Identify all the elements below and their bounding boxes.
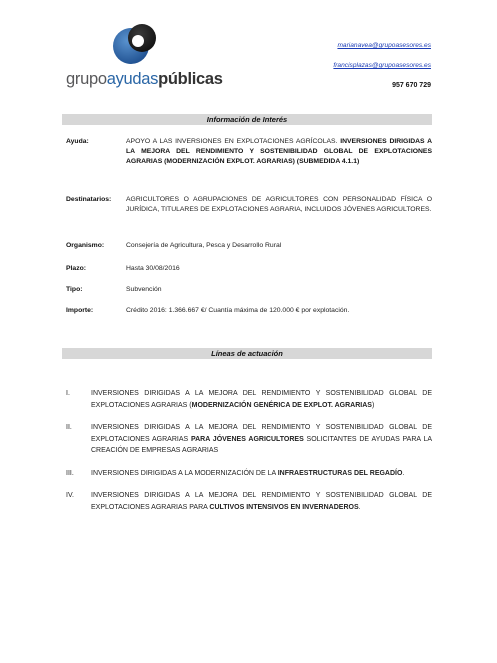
phone-number: 957 670 729 bbox=[392, 82, 431, 89]
lines-of-action bbox=[62, 388, 432, 524]
line-text-bold: INFRAESTRUCTURAS DEL REGADÍO bbox=[277, 469, 403, 477]
email-link-2[interactable]: francisplazas@grupoasesores.es bbox=[333, 62, 431, 69]
line-text: SOLICITANTES DE AYUDAS PARA LA CREACIÓN DE EMPRESAS AGRARIAS bbox=[91, 435, 433, 454]
line-text: . bbox=[402, 469, 405, 477]
contact-block bbox=[333, 41, 431, 91]
line-text: INVERSIONES DIRIGIDAS A LA MEJORA DEL RENDIMIENTO Y SOSTENIBILIDAD GLOBAL DE EXPLOTACIONES AGRARIAS PARA bbox=[91, 492, 432, 511]
section-header-lines: Líneas de actuación bbox=[62, 348, 432, 359]
line-text: . bbox=[358, 503, 361, 511]
logo-mark-icon bbox=[110, 20, 160, 70]
logo-wordmark: grupoayudaspúblicas bbox=[66, 70, 223, 88]
line-text: INVERSIONES DIRIGIDAS A LA MEJORA DEL RENDIMIENTO Y SOSTENIBILIDAD GLOBAL DE EXPLOTACIONES AGRARIAS ( bbox=[91, 390, 432, 409]
line-text: INVERSIONES DIRIGIDAS A LA MEJORA DEL RENDIMIENTO Y SOSTENIBILIDAD GLOBAL DE EXPLOTACIONES AGRARIAS bbox=[91, 424, 432, 443]
line-text: INVERSIONES DIRIGIDAS A LA MODERNIZACIÓN DE LA bbox=[91, 469, 278, 477]
line-text-bold: MODERNIZACIÓN GENÉRICA DE EXPLOT. AGRARIAS bbox=[191, 401, 372, 409]
line-number: I. bbox=[66, 390, 70, 397]
lines-list bbox=[62, 388, 432, 513]
line-text-bold: CULTIVOS INTENSIVOS EN INVERNADEROS bbox=[209, 503, 359, 511]
line-item bbox=[62, 468, 432, 480]
email-link-1[interactable]: marianavea@grupoasesores.es bbox=[337, 42, 431, 49]
company-logo bbox=[66, 20, 223, 92]
line-number: IV. bbox=[66, 492, 74, 499]
line-item bbox=[62, 388, 432, 411]
section-header-info: Información de Interés bbox=[62, 114, 432, 125]
line-text-bold: PARA JÓVENES AGRICULTORES bbox=[190, 435, 304, 443]
line-item bbox=[62, 490, 432, 513]
line-number: II. bbox=[66, 424, 72, 431]
line-text: ) bbox=[371, 401, 375, 409]
line-item bbox=[62, 422, 432, 457]
line-number: III. bbox=[66, 469, 74, 477]
